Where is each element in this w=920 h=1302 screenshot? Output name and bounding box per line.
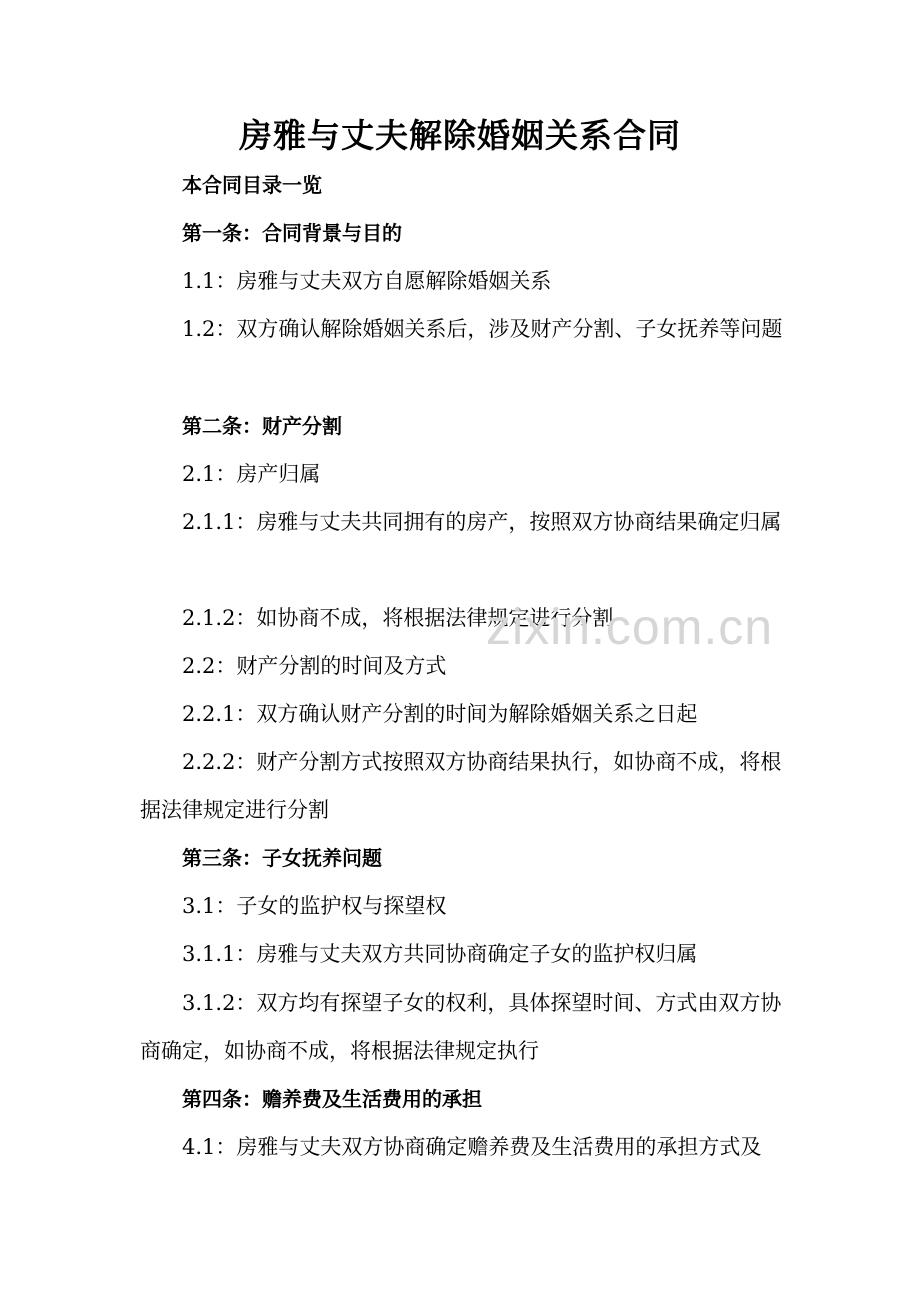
contract-title: 房雅与丈夫解除婚姻关系合同 xyxy=(239,116,681,155)
clause-3-1-2: 3.1.2：双方均有探望子女的权利，具体探望时间、方式由双方协商确定，如协商不成，将根据法律规定执行 xyxy=(140,991,782,1063)
clause-2-2-1: 2.2.1：双方确认财产分割的时间为解除婚姻关系之日起 xyxy=(182,702,698,726)
toc-heading: 本合同目录一览 xyxy=(182,173,322,197)
article-2-heading: 第二条：财产分割 xyxy=(182,414,342,438)
clause-3-1-1: 3.1.1：房雅与丈夫双方共同协商确定子女的监护权归属 xyxy=(182,942,698,966)
clause-4-1: 4.1：房雅与丈夫双方协商确定赡养费及生活费用的承担方式及 xyxy=(182,1135,762,1159)
site-watermark: zixin.com.cn xyxy=(486,599,774,655)
clause-2-1: 2.1：房产归属 xyxy=(182,462,321,486)
clause-1-2: 1.2：双方确认解除婚姻关系后，涉及财产分割、子女抚养等问题 xyxy=(182,317,783,341)
clause-2-1-1: 2.1.1：房雅与丈夫共同拥有的房产，按照双方协商结果确定归属 xyxy=(182,510,782,534)
clause-2-2-2: 2.2.2：财产分割方式按照双方协商结果执行，如协商不成，将根据法律规定进行分割 xyxy=(140,750,782,822)
clause-2-2: 2.2：财产分割的时间及方式 xyxy=(182,654,447,678)
clause-1-1: 1.1：房雅与丈夫双方自愿解除婚姻关系 xyxy=(182,269,552,293)
clause-3-1: 3.1：子女的监护权与探望权 xyxy=(182,894,447,918)
article-1-heading: 第一条：合同背景与目的 xyxy=(182,221,402,245)
clause-2-1-2: 2.1.2：如协商不成，将根据法律规定进行分割 xyxy=(182,606,614,630)
article-4-heading: 第四条：赡养费及生活费用的承担 xyxy=(182,1087,482,1111)
article-3-heading: 第三条：子女抚养问题 xyxy=(182,846,382,870)
